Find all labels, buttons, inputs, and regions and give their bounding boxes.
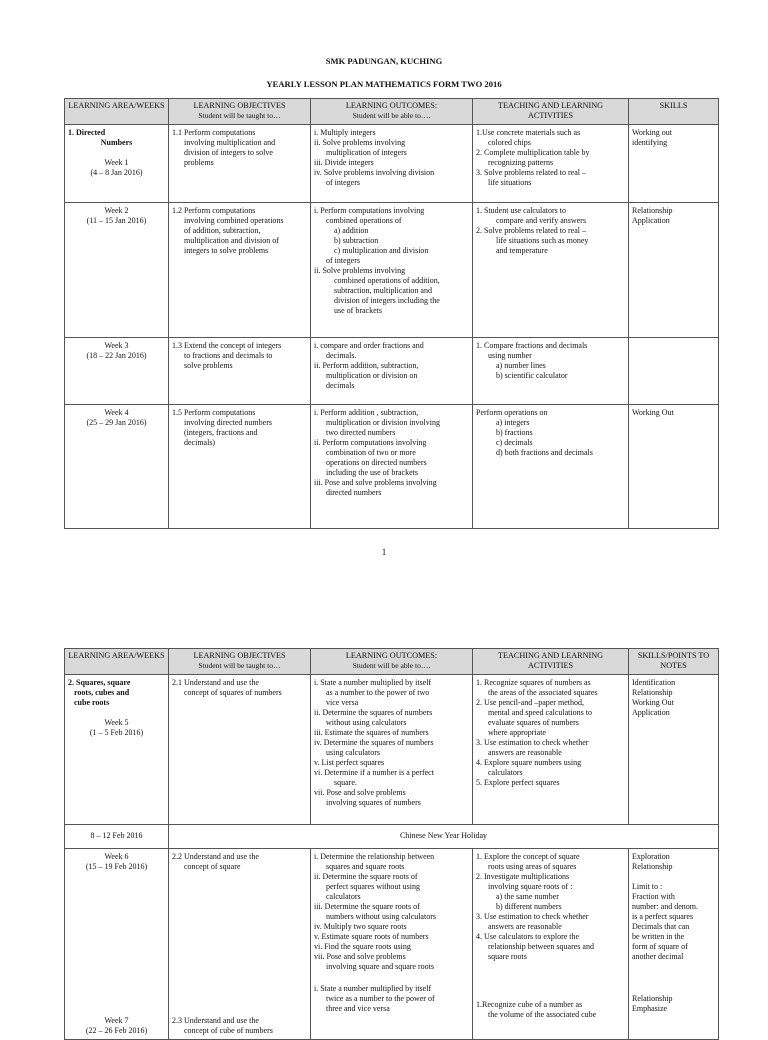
lesson-plan-table-page1 (64, 98, 719, 529)
header-row (65, 649, 719, 675)
activities-cell: 1. Compare fractions and decimals using number a) number lines b) scientific calculator (473, 337, 629, 404)
objectives-cell: 2.2 Understand and use the concept of square 2.3 Understand and use the concept of cube of numbers (169, 848, 311, 1039)
activities-cell: 1. Explore the concept of square roots using areas of squares 2. Investigate multiplications involving square roots of : a) the same number b) different numbers 3. Use estimation to check whether answers are reasonable 4. Use calculators to explore the relationship between squares and square roots 1.Recognize cube of a number as the volume of the associated cube (473, 848, 629, 1039)
holiday-week-cell: 8 – 12 Feb 2016 (65, 824, 169, 848)
header-objectives: LEARNING OBJECTIVES Student will be taught to… (169, 99, 311, 125)
header-area: LEARNING AREA/WEEKS (65, 649, 169, 675)
table-row (65, 202, 719, 337)
area-cell: 1. Directed Numbers Week 1 (4 – 8 Jan 2016) (65, 124, 169, 202)
page-number: 1 (381, 547, 387, 557)
activities-cell: Perform operations on a) integers b) fractions c) decimals d) both fractions and decimals (473, 404, 629, 528)
objectives-cell: 1.2 Perform computations involving combined operations of addition, subtraction, multiplication and division of integers to solve problems (169, 202, 311, 337)
skills-cell: Relationship Application (629, 202, 719, 337)
outcomes-cell: i. State a number multiplied by itself as a number to the power of two vice versa ii. Determine the squares of numbers without using calculators iii. Estimate the squares of numbers iv. Determine the squares of numbers using calculators v. List perfect squares vi. Determine if a number is a perfect square. vii. Pose and solve problems involving squares of numbers (311, 674, 473, 824)
header-skills: SKILLS/POINTS TO NOTES (629, 649, 719, 675)
header-activities: TEACHING AND LEARNING ACTIVITIES (473, 649, 629, 675)
area-cell: 2. Squares, square roots, cubes and cube roots Week 5 (1 – 5 Feb 2016) (65, 674, 169, 824)
area-cell: Week 2 (11 – 15 Jan 2016) (65, 202, 169, 337)
header-area: LEARNING AREA/WEEKS (65, 99, 169, 125)
outcomes-cell: i. Perform computations involving combined operations of a) addition b) subtraction c) multiplication and division of integers ii. Solve problems involving combined operations of addition, subtraction, multiplication and division of integers including the use of brackets (311, 202, 473, 337)
header-objectives: LEARNING OBJECTIVES Student will be taught to… (169, 649, 311, 675)
plan-title: YEARLY LESSON PLAN MATHEMATICS FORM TWO 2016 (266, 79, 502, 89)
outcomes-cell: i. Determine the relationship between squares and square roots ii. Determine the square roots of perfect squares without using calculators iii. Determine the square roots of numbers without using calculators iv. Multiply two square roots v. Estimate square roots of numbers vi. Find the square roots using vii. Pose and solve problems involving square and square roots i. State a number multiplied by itself twice as a number to the power of three and vice versa (311, 848, 473, 1039)
skills-cell: Working Out (629, 404, 719, 528)
outcomes-cell: i. compare and order fractions and decimals. ii. Perform addition, subtraction, multiplication or division on decimals (311, 337, 473, 404)
outcomes-cell: i. Multiply integers ii. Solve problems involving multiplication of integers iii. Divide integers iv. Solve problems involving division of integers (311, 124, 473, 202)
skills-cell: Identification Relationship Working Out Application (629, 674, 719, 824)
activities-cell: 1.Use concrete materials such as colored chips 2. Complete multiplication table by recognizing patterns 3. Solve problems related to real – life situations (473, 124, 629, 202)
header-activities: TEACHING AND LEARNING ACTIVITIES (473, 99, 629, 125)
objectives-cell: 1.1 Perform computations involving multiplication and division of integers to solve problems (169, 124, 311, 202)
table-row (65, 848, 719, 1039)
skills-cell: Working out identifying (629, 124, 719, 202)
objectives-cell: 2.1 Understand and use the concept of squares of numbers (169, 674, 311, 824)
objectives-cell: 1.5 Perform computations involving directed numbers (integers, fractions and decimals) (169, 404, 311, 528)
holiday-row (65, 824, 719, 848)
outcomes-cell: i. Perform addition , subtraction, multiplication or division involving two directed numbers ii. Perform computations involving combination of two or more operations on directed numbers including the use of brackets iii. Pose and solve problems involving directed numbers (311, 404, 473, 528)
objectives-cell: 1.3 Extend the concept of integers to fractions and decimals to solve problems (169, 337, 311, 404)
area-cell: Week 6 (15 – 19 Feb 2016) Week 7 (22 – 26 Feb 2016) (65, 848, 169, 1039)
header-outcomes: LEARNING OUTCOMES: Student will be able to…. (311, 649, 473, 675)
skills-cell (629, 337, 719, 404)
activities-cell: 1. Recognize squares of numbers as the areas of the associated squares 2. Use pencil-and –paper method, mental and speed calculations to evaluate squares of numbers where appropriate 3. Use estimation to check whether answers are reasonable 4. Explore square numbers using calculators 5. Explore perfect squares (473, 674, 629, 824)
table-row (65, 337, 719, 404)
school-name: SMK PADUNGAN, KUCHING (325, 56, 443, 66)
table-row (65, 674, 719, 824)
header-row (65, 99, 719, 125)
holiday-label-cell: Chinese New Year Holiday (169, 824, 719, 848)
area-cell: Week 3 (18 – 22 Jan 2016) (65, 337, 169, 404)
lesson-plan-table-page2 (64, 648, 719, 1040)
skills-cell: Exploration Relationship Limit to : Fraction with number: and denom. is a perfect squares Decimals that can be written in the form of square of another decimal Relationship Emphasize (629, 848, 719, 1039)
activities-cell: 1. Student use calculators to compare and verify answers 2. Solve problems related to real – life situations such as money and temperature (473, 202, 629, 337)
table-row (65, 404, 719, 528)
header-outcomes: LEARNING OUTCOMES: Student will be able to…. (311, 99, 473, 125)
table-row (65, 124, 719, 202)
area-cell: Week 4 (25 – 29 Jan 2016) (65, 404, 169, 528)
header-skills: SKILLS (629, 99, 719, 125)
